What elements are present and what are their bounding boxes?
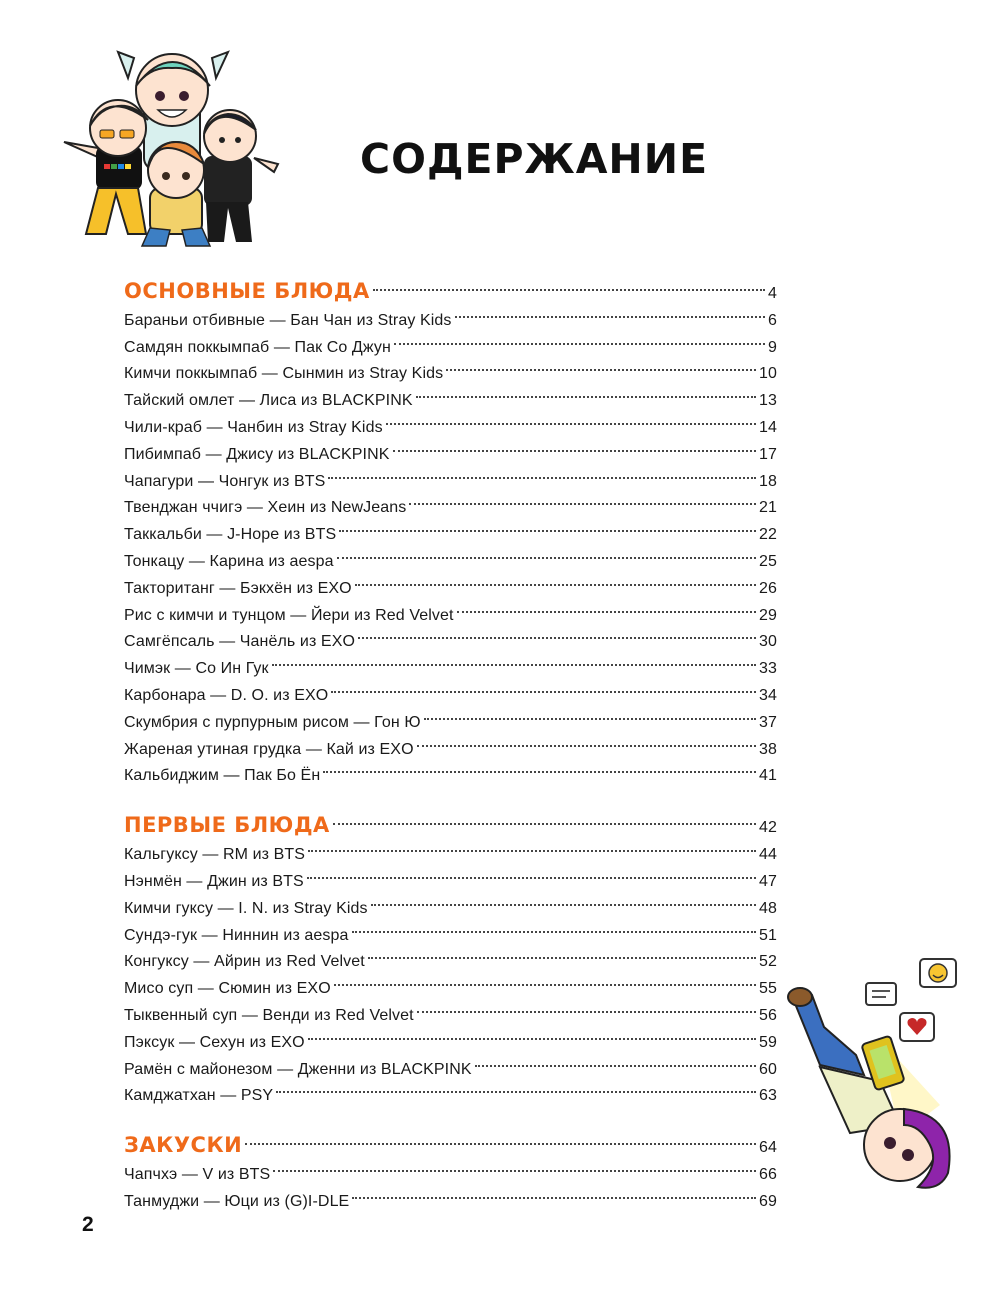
entry-label: Кальгуксу — RM из BTS — [124, 846, 306, 864]
entry-label: Кимчи гуксу — I. N. из Stray Kids — [124, 899, 368, 917]
page-ref: 34 — [759, 686, 777, 704]
dot-leader — [416, 369, 756, 398]
entry-label: Скумбрия с пурпурным рисом — Гон Ю — [124, 713, 421, 731]
page-ref: 44 — [759, 846, 777, 864]
dot-leader — [394, 316, 765, 345]
page-ref: 18 — [759, 472, 777, 490]
page-ref: 14 — [759, 418, 777, 436]
page-ref: 4 — [768, 285, 777, 302]
page-ref: 47 — [759, 872, 777, 890]
page-ref: 38 — [759, 740, 777, 758]
chibi-group-illustration — [58, 38, 280, 248]
page-ref: 9 — [768, 338, 777, 356]
chat-bubble-icon — [866, 983, 896, 1005]
entry-label: Твенджан ччигэ — Хеин из NewJeans — [124, 499, 407, 517]
section-title: ЗАКУСКИ — [124, 1133, 243, 1158]
entry-label: Рамён с майонезом — Дженни из BLACKPINK — [124, 1060, 472, 1078]
dot-leader — [355, 557, 756, 586]
dot-leader — [273, 1143, 756, 1172]
entry-label: Бараньи отбивные — Бан Чан из Stray Kids — [124, 311, 452, 329]
page-ref: 48 — [759, 899, 777, 917]
page-ref: 60 — [759, 1060, 777, 1078]
page-ref: 37 — [759, 713, 777, 731]
dot-leader — [328, 450, 756, 479]
page-ref: 26 — [759, 579, 777, 597]
page-ref: 29 — [759, 606, 777, 624]
page-ref: 21 — [759, 499, 777, 517]
entry-label: Сундэ-гук — Ниннин из aespa — [124, 926, 349, 944]
page-ref: 30 — [759, 633, 777, 651]
entry-label: Кальбиджим — Пак Бо Ён — [124, 767, 321, 785]
dot-leader — [308, 1011, 756, 1040]
chibi-phone-illustration — [780, 955, 992, 1195]
entry-label: Тонкацу — Карина из aespa — [124, 552, 334, 570]
entry-label: Тыквенный суп — Венди из Red Velvet — [124, 1006, 414, 1024]
dot-leader — [475, 1038, 756, 1067]
page-ref: 66 — [759, 1166, 777, 1184]
page-ref: 59 — [759, 1033, 777, 1051]
entry-label: Кимчи поккымпаб — Сынмин из Stray Kids — [124, 365, 444, 383]
page-ref: 69 — [759, 1192, 777, 1210]
dot-leader — [323, 745, 756, 774]
dot-leader — [424, 691, 756, 720]
table-of-contents — [124, 266, 777, 1210]
entry-label: Пэксук — Сехун из EXO — [124, 1033, 305, 1051]
page-ref: 51 — [759, 926, 777, 944]
entry-label: Чапчхэ — V из BTS — [124, 1166, 271, 1184]
entry-label: Рис с кимчи и тунцом — Йери из Red Velvet — [124, 606, 454, 624]
dot-leader — [307, 850, 756, 879]
page-number: 2 — [82, 1213, 94, 1236]
smile-emoji-icon — [920, 959, 956, 987]
entry-label: Мисо суп — Сюмин из EXO — [124, 980, 331, 998]
page-ref: 42 — [759, 819, 777, 837]
entry-label: Танмуджи — Юци из (G)I-DLE — [124, 1192, 350, 1210]
page-ref: 25 — [759, 552, 777, 570]
page-ref: 17 — [759, 445, 777, 463]
entry-label: Жареная утиная грудка — Кай из EXO — [124, 740, 414, 758]
dot-leader — [386, 396, 756, 425]
entry-label: Пибимпаб — Джису из BLACKPINK — [124, 445, 390, 463]
dot-leader — [333, 793, 756, 825]
entry-label: Камджатхан — PSY — [124, 1087, 274, 1105]
dot-leader — [352, 1170, 756, 1199]
dot-leader — [276, 1065, 756, 1094]
dot-leader — [337, 530, 756, 559]
dot-leader — [331, 664, 756, 693]
entry-label: Чили-краб — Чанбин из Stray Kids — [124, 418, 383, 436]
dot-leader — [352, 904, 756, 933]
page-ref: 6 — [768, 311, 777, 329]
dot-leader — [409, 477, 756, 506]
dot-leader — [417, 984, 756, 1013]
dot-leader — [339, 503, 756, 532]
dot-leader — [457, 584, 756, 613]
dot-leader — [308, 823, 756, 852]
entry-label: Тайский омлет — Лиса из BLACKPINK — [124, 392, 413, 410]
page-ref: 63 — [759, 1087, 777, 1105]
entry-label: Самдян поккымпаб — Пак Со Джун — [124, 338, 391, 356]
page-ref: 52 — [759, 953, 777, 971]
section-title: ПЕРВЫЕ БЛЮДА — [124, 813, 330, 838]
page-ref: 55 — [759, 980, 777, 998]
dot-leader — [334, 957, 756, 986]
dot-leader — [455, 289, 765, 318]
dot-leader — [358, 611, 756, 640]
entry-label: Карбонара — D. O. из EXO — [124, 686, 329, 704]
page-ref: 13 — [759, 392, 777, 410]
dot-leader — [446, 343, 756, 372]
entry-label: Тактоританг — Бэкхён из EXO — [124, 579, 352, 597]
entry-label: Чимэк — Со Ин Гук — [124, 660, 269, 678]
section-title: ОСНОВНЫЕ БЛЮДА — [124, 279, 370, 303]
entry-label: Чапагури — Чонгук из BTS — [124, 472, 326, 490]
dot-leader — [245, 1113, 756, 1145]
page-ref: 56 — [759, 1006, 777, 1024]
page-ref: 22 — [759, 526, 777, 544]
heart-icon — [900, 1013, 934, 1041]
entry-label: Таккальби — J-Hope из BTS — [124, 526, 337, 544]
dot-leader — [393, 423, 756, 452]
page-ref: 41 — [759, 767, 777, 785]
page-title: СОДЕРЖАНИЕ — [360, 135, 709, 184]
dot-leader — [371, 877, 756, 906]
dot-leader — [368, 931, 756, 960]
dot-leader — [272, 637, 756, 666]
dot-leader — [417, 718, 756, 747]
page-ref: 64 — [759, 1139, 777, 1157]
entry-label: Конгуксу — Айрин из Red Velvet — [124, 953, 365, 971]
entry-label: Нэнмён — Джин из BTS — [124, 872, 304, 890]
entry-label: Самгёпсаль — Чанёль из EXO — [124, 633, 356, 651]
page-ref: 10 — [759, 365, 777, 383]
dot-leader — [373, 259, 765, 291]
page-ref: 33 — [759, 660, 777, 678]
